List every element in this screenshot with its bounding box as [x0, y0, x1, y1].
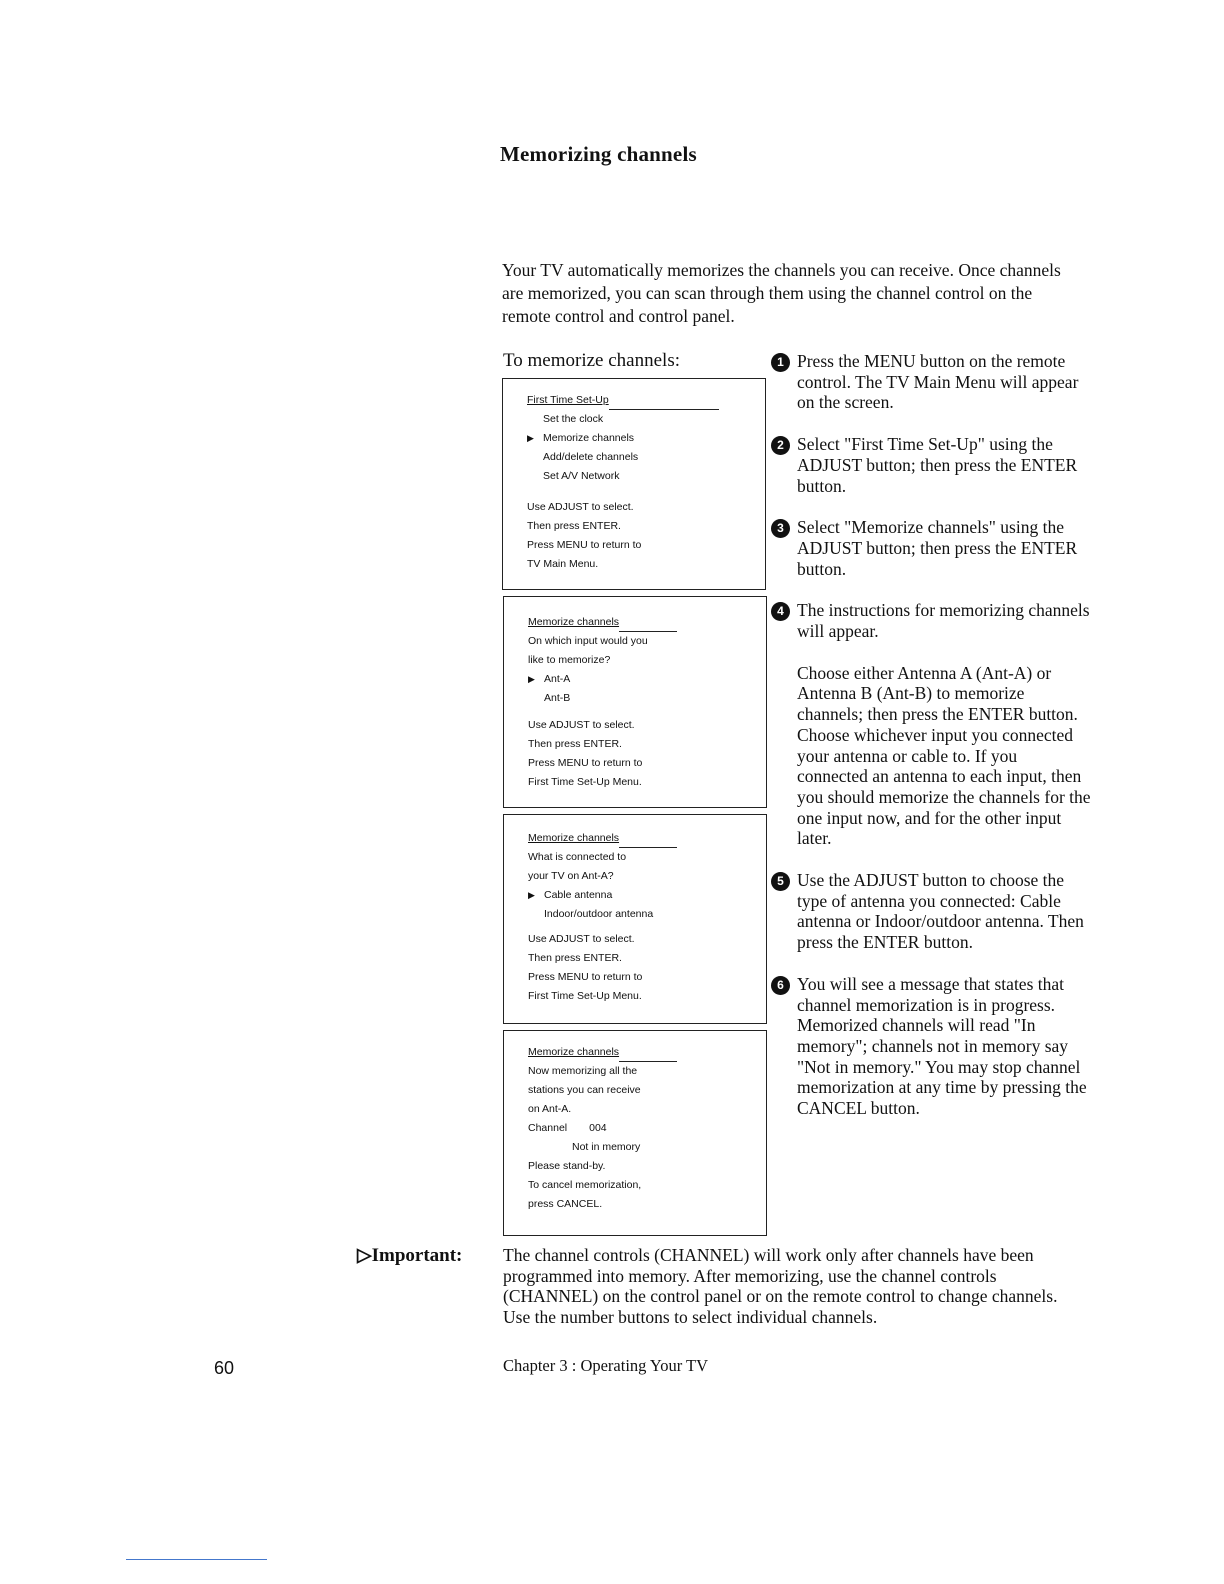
- screen-title: First Time Set-Up: [527, 394, 609, 406]
- screen-text: Now memorizing all the: [528, 1065, 638, 1077]
- screen-text: Please stand-by.: [528, 1160, 606, 1172]
- screen-title: Memorize channels: [528, 616, 620, 628]
- screen-hint: Use ADJUST to select.: [527, 501, 634, 513]
- step-list: [771, 351, 1091, 1140]
- screen-hint: Then press ENTER.: [528, 952, 622, 964]
- screen-hint: Use ADJUST to select.: [528, 933, 635, 945]
- screen-title: Memorize channels: [528, 1046, 620, 1058]
- step-number-icon: 1: [771, 353, 790, 372]
- step-item: [771, 600, 1091, 849]
- step-number-icon: 4: [771, 602, 790, 621]
- screen-hint: Press MENU to return to: [528, 757, 643, 769]
- screen-hint: Then press ENTER.: [527, 520, 621, 532]
- intro-paragraph: Your TV automatically memorizes the channels you can receive. Once channels are memorized, you can scan through them using the channel control on the remote control and control panel.: [502, 260, 1061, 326]
- screen-question: your TV on Ant-A?: [528, 870, 614, 882]
- chapter-footer: Chapter 3 : Operating Your TV: [503, 1356, 709, 1375]
- screen-memorize-input: [503, 596, 767, 808]
- screen-title: Memorize channels: [528, 832, 620, 844]
- step-text: Select "First Time Set-Up" using the ADJUST button; then press the ENTER button.: [797, 434, 1078, 496]
- step-item: [771, 974, 1091, 1119]
- screen-question: like to memorize?: [528, 654, 611, 666]
- important-text: The channel controls (CHANNEL) will work only after channels have been programmed into memory. After memorizing, use the channel controls (CHANNEL) on the control panel or on the remote control to change channels. Use the number buttons to select individual channels.: [503, 1245, 1058, 1328]
- step-number-icon: 5: [771, 872, 790, 891]
- step-text: Press the MENU button on the remote control. The TV Main Menu will appear on the screen.: [797, 351, 1079, 413]
- menu-option: Set the clock: [543, 413, 604, 425]
- screen-hint: TV Main Menu.: [527, 558, 599, 570]
- page-title: Memorizing channels: [500, 142, 697, 166]
- step-number-icon: 3: [771, 519, 790, 538]
- screen-text: press CANCEL.: [528, 1198, 603, 1210]
- menu-option: Add/delete channels: [543, 451, 639, 463]
- menu-option-selected: ▶ Memorize channels: [527, 429, 765, 448]
- channel-number: 004: [589, 1122, 607, 1134]
- step-text: The instructions for memorizing channels will appear.: [797, 600, 1090, 642]
- procedure-lead: To memorize channels:: [503, 350, 680, 371]
- footer-rule: [126, 1559, 267, 1560]
- screen-text: stations you can receive: [528, 1084, 641, 1096]
- step-item: [771, 434, 1091, 496]
- menu-option: Ant-B: [544, 692, 571, 704]
- screen-hint: Then press ENTER.: [528, 738, 622, 750]
- important-label: ▷Important:: [357, 1245, 463, 1266]
- screen-question: What is connected to: [528, 851, 627, 863]
- screen-hint: Press MENU to return to: [528, 971, 643, 983]
- menu-option-selected: ▶ Cable antenna: [528, 886, 766, 905]
- step-text: Choose either Antenna A (Ant-A) or Antenna B (Ant-B) to memorize channels; then press the ENTER button. Choose whichever input you connected your antenna or cable to. If you connected an antenna to each input, then you should memorize the channels for the one input now, and for the other input later.: [797, 662, 1091, 849]
- menu-option: Set A/V Network: [543, 470, 620, 482]
- menu-option: Indoor/outdoor antenna: [544, 908, 654, 920]
- menu-option-selected: ▶ Ant-A: [528, 670, 766, 689]
- page-number: 60: [214, 1358, 235, 1378]
- screen-hint: Press MENU to return to: [527, 539, 642, 551]
- screen-memorizing-progress: [503, 1030, 767, 1236]
- step-text: Use the ADJUST button to choose the type of antenna you connected: Cable antenna or Indoor/outdoor antenna. Then press the ENTER button.: [797, 870, 1084, 953]
- screen-hint: Use ADJUST to select.: [528, 719, 635, 731]
- screen-question: On which input would you: [528, 635, 648, 647]
- screen-antenna-type: [503, 814, 767, 1024]
- screen-text: on Ant-A.: [528, 1103, 572, 1115]
- channel-label: Channel: [528, 1122, 568, 1134]
- step-item: [771, 351, 1091, 413]
- screen-text: To cancel memorization,: [528, 1179, 642, 1191]
- screen-hint: First Time Set-Up Menu.: [528, 776, 642, 788]
- memory-status: Not in memory: [572, 1141, 641, 1153]
- step-item: [771, 870, 1091, 953]
- screen-first-time-setup: [502, 378, 766, 590]
- step-number-icon: 2: [771, 436, 790, 455]
- screen-hint: First Time Set-Up Menu.: [528, 990, 642, 1002]
- step-item: [771, 517, 1091, 579]
- step-text: You will see a message that states that channel memorization is in progress. Memorized channels will read "In memory"; channels not in memory say "Not in memory." You may stop channel memorization at any time by pressing the CANCEL button.: [797, 973, 1087, 1119]
- step-text: Select "Memorize channels" using the ADJUST button; then press the ENTER button.: [797, 517, 1078, 579]
- step-number-icon: 6: [771, 976, 790, 995]
